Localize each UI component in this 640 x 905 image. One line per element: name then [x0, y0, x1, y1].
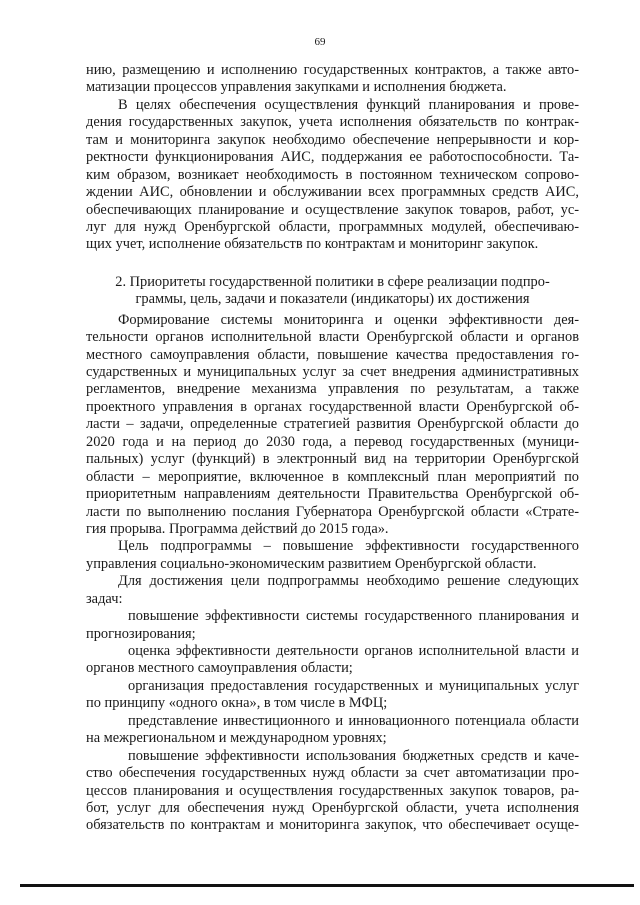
bottom-rule: [20, 884, 634, 887]
paragraph-monitoring-system: [86, 312, 579, 539]
paragraph-tasks-intro: [86, 573, 579, 608]
text-line: повышение эффективности использования бюджетных средств и каче-: [128, 747, 579, 764]
heading-line: 2. Приоритеты государственной политики в сфере реализации подпро-: [115, 273, 550, 290]
page-number: 69: [314, 36, 326, 48]
text-line: Цель подпрограммы – повышение эффективности государственного: [118, 538, 579, 555]
text-line: ким образом, возникает необходимость в постоянном техническом сопрово-: [86, 166, 579, 183]
text-line: щих учет, исполнение обязательств по контрактам и мониторинг закупок.: [86, 236, 539, 253]
text-line: ласти – задачи, определенные стратегией развития Оренбургской области до: [86, 416, 579, 433]
text-line: оценка эффективности деятельности органов исполнительной власти и: [128, 643, 579, 659]
text-line: представление инвестиционного и инновационного потенциала области: [128, 712, 579, 729]
text-line: обязательств по контрактам и мониторинга закупок, что обеспечивает осуще-: [86, 817, 579, 834]
text-line: 2020 года и на период до 2030 года, а перевод государственных (муници-: [86, 433, 579, 450]
text-line: ство обеспечения государственных нужд области за счет автоматизации про-: [86, 765, 579, 782]
text-line: матизации процессов управления закупками и исполнения бюджета.: [86, 79, 507, 96]
text-line: ждении АИС, обновлении и обслуживании всех программных средств АИС,: [86, 184, 579, 201]
text-line: ректности функционирования АИС, поддержания ее работоспособности. Та-: [86, 149, 579, 166]
task-item: [86, 608, 579, 643]
text-line: повышение эффективности системы государственного планирования и: [128, 608, 579, 625]
text-line: бот, услуг для обеспечения нужд Оренбургской области, учета исполнения: [86, 799, 579, 816]
text-line: на межрегиональном и международном уровнях;: [86, 730, 387, 747]
document-body: [86, 62, 579, 835]
text-line: проектного управления в органах государственной власти Оренбургской об-: [86, 398, 579, 415]
text-line: управления социально-экономическим развитием Оренбургской области.: [86, 555, 537, 572]
task-item: [86, 713, 579, 748]
text-line: Для достижения цели подпрограммы необходимо решение следующих: [118, 573, 579, 590]
text-line: гия прорыва. Программа действий до 2015 года».: [86, 520, 389, 537]
task-item: [86, 643, 579, 678]
text-line: области – мероприятие, включенное в комплексный план мероприятий по: [86, 468, 579, 485]
text-line: там и мониторинга закупок необходимо обеспечение непрерывности и кор-: [86, 131, 579, 148]
text-line: ласти по выполнению послания Губернатора Оренбургской области «Страте-: [86, 503, 579, 520]
text-line: цессов планирования и осуществления государственных закупок товаров, ра-: [86, 782, 579, 799]
text-line: нию, размещению и исполнению государственных контрактов, а также авто-: [86, 62, 579, 78]
text-line: тельности органов исполнительной власти Оренбургской области и органов: [86, 329, 579, 346]
paragraph-goal: [86, 538, 579, 573]
text-line: по принципу «одного окна», в том числе в МФЦ;: [86, 695, 388, 712]
text-line: сударственных и муниципальных услуг за счет внедрения административных: [86, 364, 579, 380]
text-line: организация предоставления государственных и муниципальных услуг: [128, 677, 579, 694]
text-line: регламентов, внедрение механизма управления по результатам, а также: [86, 381, 579, 398]
text-line: пальных) услуг (функций) в электронный вид на территории Оренбургской: [86, 451, 579, 468]
text-line: луг для нужд Оренбургской области, программных модулей, обеспечиваю-: [86, 218, 579, 235]
text-line: задач:: [86, 590, 123, 607]
text-line: обеспечивающих планирование и осуществление закупок товаров, работ, ус-: [86, 201, 579, 218]
section-heading: [86, 274, 579, 309]
text-line: В целях обеспечения осуществления функций планирования и прове-: [118, 96, 579, 113]
paragraph-ais-support: [86, 97, 579, 254]
task-item: [86, 748, 579, 835]
text-line: Формирование системы мониторинга и оценки эффективности дея-: [118, 311, 579, 328]
text-line: прогнозирования;: [86, 625, 196, 642]
text-line: органов местного самоуправления области;: [86, 660, 353, 677]
heading-line: граммы, цель, задачи и показатели (индикаторы) их достижения: [135, 291, 530, 308]
text-line: приоритетным направлениям деятельности Правительства Оренбургской об-: [86, 486, 579, 503]
text-line: местного самоуправления области, повышение качества предоставления го-: [86, 346, 579, 363]
text-line: дения государственных закупок, учета исполнения обязательств по контрак-: [86, 114, 579, 131]
task-item: [86, 678, 579, 713]
paragraph-continuation: [86, 62, 579, 97]
